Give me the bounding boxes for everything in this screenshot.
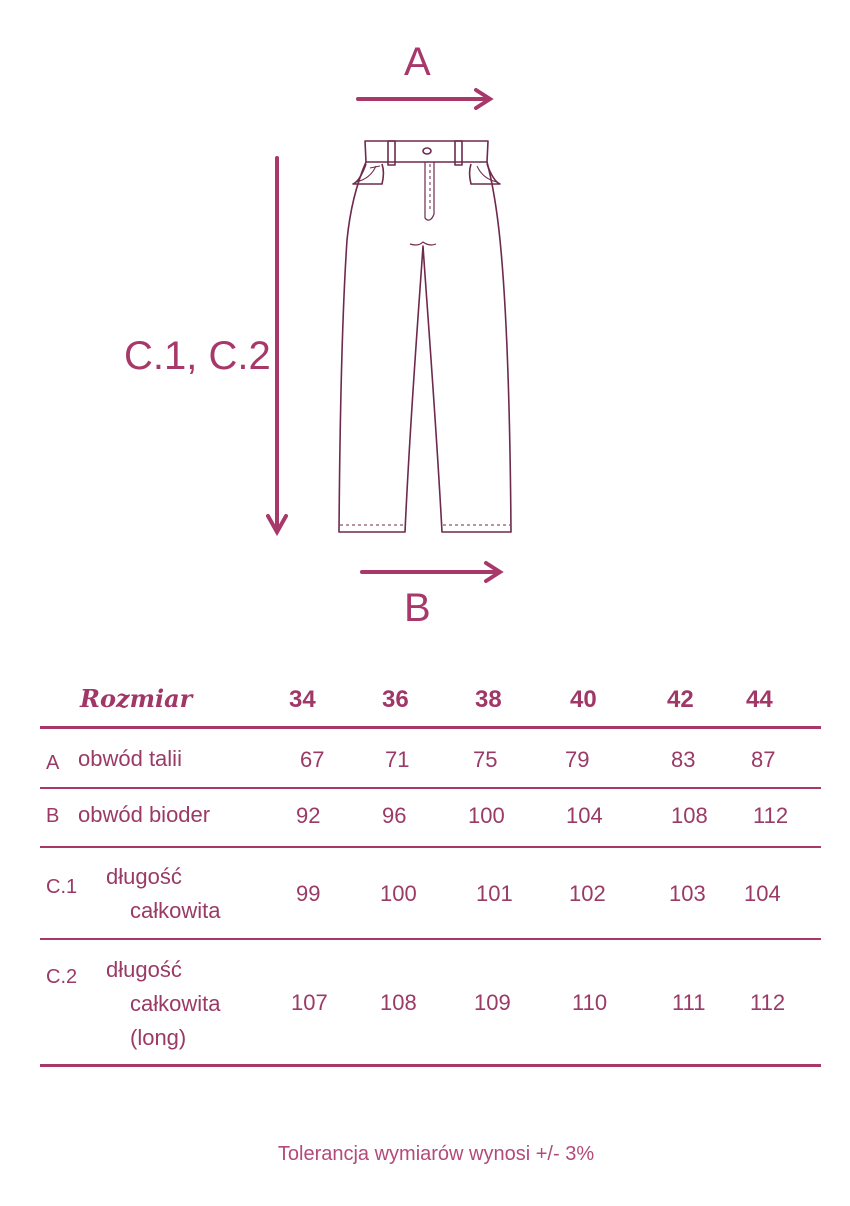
table-cell: 107: [291, 990, 328, 1015]
table-cell: 102: [569, 881, 606, 906]
table-cell: 79: [565, 747, 590, 772]
table-cell: 112: [750, 990, 786, 1015]
row-code: C.1: [46, 876, 78, 898]
table-cell: 100: [380, 881, 417, 906]
table-rule: [40, 938, 821, 940]
size-header-38: 38: [475, 686, 502, 713]
table-cell: 75: [473, 747, 498, 772]
table-cell: 92: [296, 803, 321, 828]
table-rule: [40, 846, 821, 848]
table-cell: 87: [751, 747, 776, 772]
table-cell: 100: [468, 803, 505, 828]
table-cell: 83: [671, 747, 696, 772]
table-cell: 109: [474, 990, 511, 1015]
table-cell: 103: [669, 881, 706, 906]
table-rule: [40, 1064, 821, 1067]
row-code: A: [46, 752, 60, 774]
row-description: obwód bioder: [78, 802, 211, 827]
size-header-36: 36: [382, 686, 409, 713]
label-b: B: [404, 586, 431, 630]
arrow-a-icon: [358, 90, 490, 108]
row-description: obwód talii: [78, 746, 182, 771]
row-description: (long): [130, 1025, 187, 1050]
table-rule: [40, 787, 821, 789]
row-description: całkowita: [130, 991, 221, 1016]
table-cell: 71: [385, 747, 410, 772]
size-header-44: 44: [746, 686, 773, 713]
label-c: C.1, C.2: [124, 334, 271, 378]
table-cell: 112: [753, 803, 789, 828]
table-cell: 108: [671, 803, 708, 828]
row-code: B: [46, 805, 60, 827]
table-cell: 111: [672, 990, 706, 1015]
arrow-b-icon: [362, 563, 500, 581]
row-description: długość: [106, 957, 182, 982]
table-cell: 108: [380, 990, 417, 1015]
tolerance-note: Tolerancja wymiarów wynosi +/- 3%: [277, 1143, 595, 1165]
table-cell: 96: [382, 803, 407, 828]
table-cell: 104: [744, 881, 781, 906]
row-description: całkowita: [130, 898, 221, 923]
size-header-40: 40: [570, 686, 597, 713]
row-code: C.2: [46, 966, 78, 988]
trousers-icon: [339, 141, 511, 532]
table-cell: 99: [296, 881, 321, 906]
table-rule: [40, 726, 821, 729]
row-description: długość: [106, 864, 182, 889]
size-header-34: 34: [289, 686, 316, 713]
table-cell: 101: [476, 881, 513, 906]
label-a: A: [404, 40, 431, 84]
size-header-42: 42: [667, 686, 694, 713]
table-cell: 110: [572, 990, 608, 1015]
table-cell: 67: [300, 747, 325, 772]
size-header-label: Rozmiar: [80, 684, 193, 713]
table-cell: 104: [566, 803, 603, 828]
